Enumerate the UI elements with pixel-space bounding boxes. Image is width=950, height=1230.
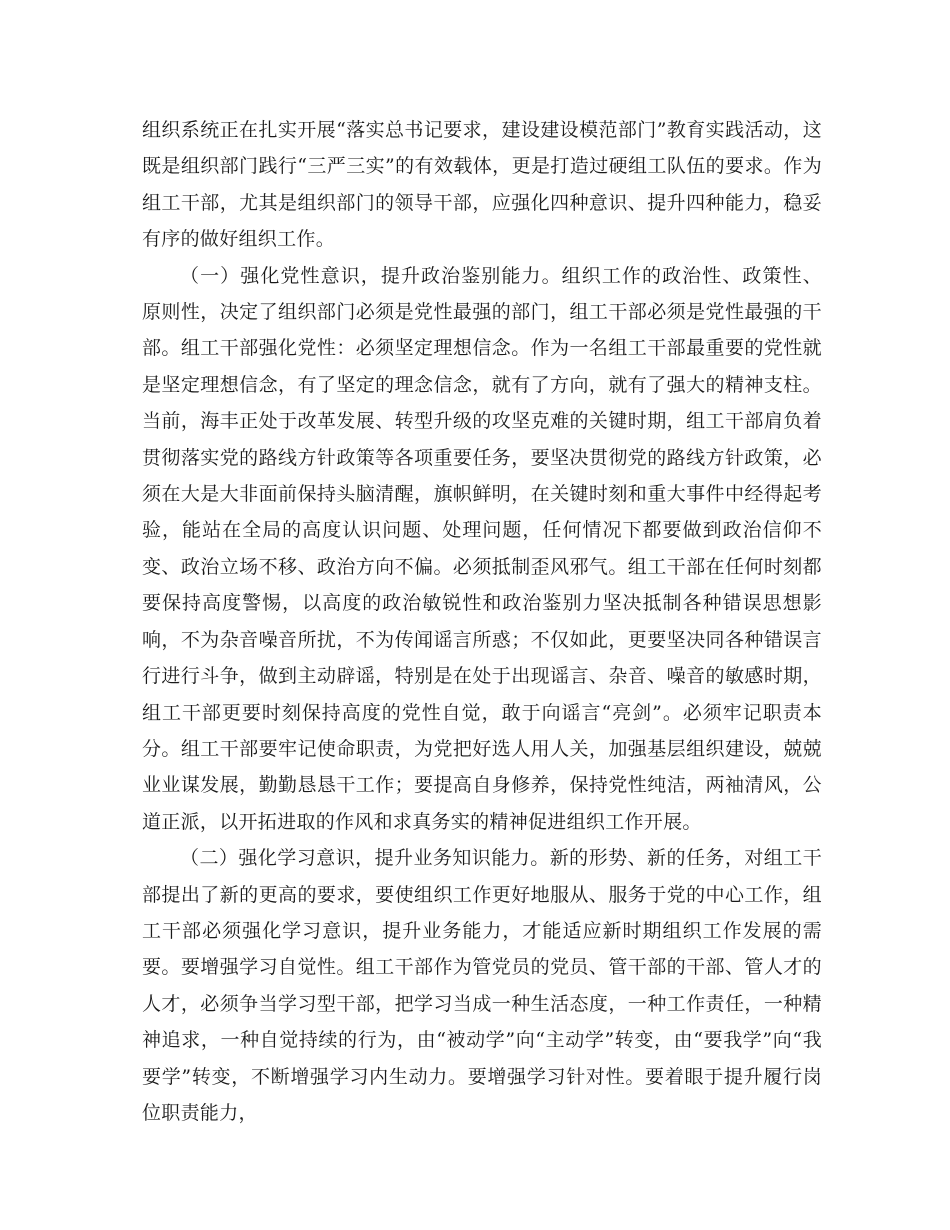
document-body (142, 112, 822, 1131)
paragraph-section-2: （二）强化学习意识，提升业务知识能力。新的形势、新的任务，对组工干部提出了新的更高的要求，要使组织工作更好地服从、服务于党的中心工作，组工干部必须强化学习意识，提升业务能力，才能适应新时期组织工作发展的需要。要增强学习自觉性。组工干部作为管党员的党员、管干部的干部、管人才的人才，必须争当学习型干部，把学习当成一种生活态度，一种工作责任，一种精神追求，一种自觉持续的行为，由“被动学”向“主动学”转变，由“要我学”向“我要学”转变，不断增强学习内生动力。要增强学习针对性。要着眼于提升履行岗位职责能力， (142, 847, 822, 1124)
paragraph-section-1: （一）强化党性意识，提升政治鉴别能力。组织工作的政治性、政策性、 原则性，决定了组织部门必须是党性最强的部门，组工干部必须是党性最强的干部。组工干部强化党性：必须坚定理想信念。作为一名组工干部最重要的党性就是坚定理想信念，有了坚定的理念信念，就有了方向，就有了强大的精神支柱。当前，海丰正处于改革发展、转型升级的攻坚克难的关键时期，组工干部肩负着贯彻落实党的路线方针政策等各项重要任务，要坚决贯彻党的路线方针政策，必须在大是大非面前保持头脑清醒，旗帜鲜明，在关键时刻和重大事件中经得起考验，能站在全局的高度认识问题、处理问题，任何情况下都要做到政治信仰不变、政治立场不移、政治方向不偏。必须抵制歪风邪气。组工干部在任何时刻都要保持高度警惕，以高度的政治敏锐性和政治鉴别力坚决抵制各种错误思想影响，不为杂音噪音所扰，不为传闻谣言所惑；不仅如此，更要坚决同各种错误言行进行斗争，做到主动辟谣，特别是在处于出现谣言、杂音、噪音的敏感时期，组工干部更要时刻保持高度的党性自觉，敢于向谣言“亮剑”。必须牢记职责本分。组工干部要牢记使命职责，为党把好选人用人关，加强基层组织建设，兢兢业业谋发展，勤勤恳恳干工作；要提高自身修养，保持党性纯洁，两袖清风，公道正派，以开拓进取的作风和求真务实的精神促进组织工作开展。 (142, 264, 822, 833)
paragraph-intro: 组织系统正在扎实开展“落实总书记要求，建设建设模范部门”教育实践活动，这既是组织部门践行“三严三实”的有效载体，更是打造过硬组工队伍的要求。作为组工干部，尤其是组织部门的领导干部，应强化四种意识、提升四种能力，稳妥有序的做好组织工作。 (142, 119, 822, 251)
